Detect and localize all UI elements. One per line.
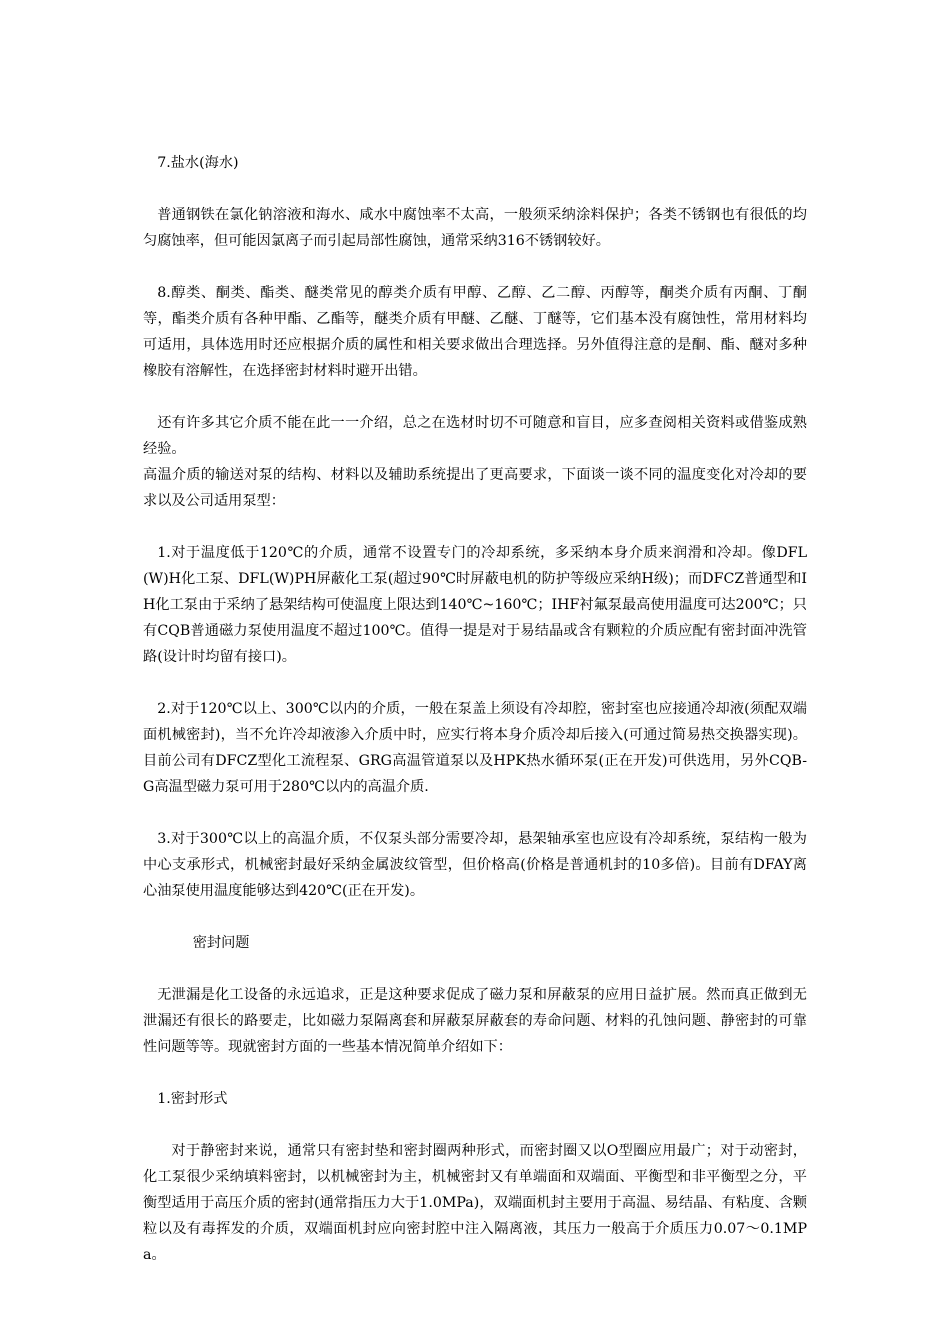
paragraph-gap <box>143 800 807 826</box>
paragraph-gap <box>143 904 807 930</box>
paragraph-gap <box>143 1112 807 1138</box>
paragraph-gap <box>143 1060 807 1086</box>
paragraph-below-120: 1.对于温度低于120℃的介质，通常不设置专门的冷却系统，多采纳本身介质来润滑和冷却。像DFL(W)H化工泵、DFL(W)PH屏蔽化工泵(超过90℃时屏蔽电机的防护等级应采纳H级)；而DFCZ普通型和IH化工泵由于采纳了悬架结构可使温度上限达到140℃~160℃；IHF衬氟泵最高使用温度可达200℃；只有CQB普通磁力泵使用温度不超过100℃。值得一提是对于易结晶或含有颗粒的介质应配有密封面冲洗管路(设计时均留有接口)。 <box>143 545 807 665</box>
paragraph-120-to-300: 2.对于120℃以上、300℃以内的介质，一般在泵盖上须设有冷却腔，密封室也应接通冷却液(须配双端面机械密封)，当不允许冷却液渗入介质中时，应实行将本身介质冷却后接入(可通过简易热交换器实现)。目前公司有DFCZ型化工流程泵、GRG高温管道泵以及HPK热水循环泵(正在开发)可供选用，另外CQB-G高温型磁力泵可用于280℃以内的高温介质. <box>143 701 807 795</box>
paragraph-above-300: 3.对于300℃以上的高温介质，不仅泵头部分需要冷却，悬架轴承室也应设有冷却系统，泵结构一般为中心支承形式，机械密封最好采纳金属波纹管型，但价格高(价格是普通机封的10多倍)。目前有DFAY离心油泵使用温度能够达到420℃(正在开发)。 <box>143 831 807 899</box>
document-page <box>143 150 807 1268</box>
paragraph-other-media: 还有许多其它介质不能在此一一介绍，总之在选材时切不可随意和盲目，应多查阅相关资料或借鉴成熟经验。 <box>143 415 807 457</box>
section-heading-sealing: 密封问题 <box>192 935 250 951</box>
paragraph-gap <box>143 254 807 280</box>
paragraph-no-leakage: 无泄漏是化工设备的永远追求，正是这种要求促成了磁力泵和屏蔽泵的应用日益扩展。然而真正做到无泄漏还有很长的路要走，比如磁力泵隔离套和屏蔽泵屏蔽套的寿命问题、材料的孔蚀问题、静密封的可靠性问题等等。现就密封方面的一些基本情况简单介绍如下： <box>143 987 807 1055</box>
paragraph-seal-forms: 对于静密封来说，通常只有密封垫和密封圈两种形式，而密封圈又以O型圈应用最广；对于动密封，化工泵很少采纳填料密封，以机械密封为主，机械密封又有单端面和双端面、平衡型和非平衡型之分，平衡型适用于高压介质的密封(通常指压力大于1.0MPa)，双端面机封主要用于高温、易结晶、有粘度、含颗粒以及有毒挥发的介质，双端面机封应向密封腔中注入隔离液，其压力一般高于介质压力0.07～0.1MPa。 <box>143 1143 807 1263</box>
paragraph-brine: 普通钢铁在氯化钠溶液和海水、咸水中腐蚀率不太高，一般须采纳涂料保护；各类不锈钢也有很低的均匀腐蚀率，但可能因氯离子而引起局部性腐蚀，通常采纳316不锈钢较好。 <box>143 207 807 249</box>
section-heading-brine: 7.盐水(海水) <box>157 155 239 171</box>
paragraph-gap <box>143 176 807 202</box>
paragraph-gap <box>143 956 807 982</box>
paragraph-gap <box>143 514 807 540</box>
paragraph-gap <box>143 384 807 410</box>
paragraph-gap <box>143 670 807 696</box>
section-heading-seal-forms: 1.密封形式 <box>157 1091 228 1107</box>
paragraph-high-temp-intro: 高温介质的输送对泵的结构、材料以及辅助系统提出了更高要求，下面谈一谈不同的温度变化对冷却的要求以及公司适用泵型： <box>143 467 807 509</box>
paragraph-alcohols: 8.醇类、酮类、酯类、醚类常见的醇类介质有甲醇、乙醇、乙二醇、丙醇等，酮类介质有丙酮、丁酮等，酯类介质有各种甲酯、乙酯等，醚类介质有甲醚、乙醚、丁醚等，它们基本没有腐蚀性，常用材料均可适用，具体选用时还应根据介质的属性和相关要求做出合理选择。另外值得注意的是酮、酯、醚对多种橡胶有溶解性，在选择密封材料时避开出错。 <box>143 285 807 379</box>
